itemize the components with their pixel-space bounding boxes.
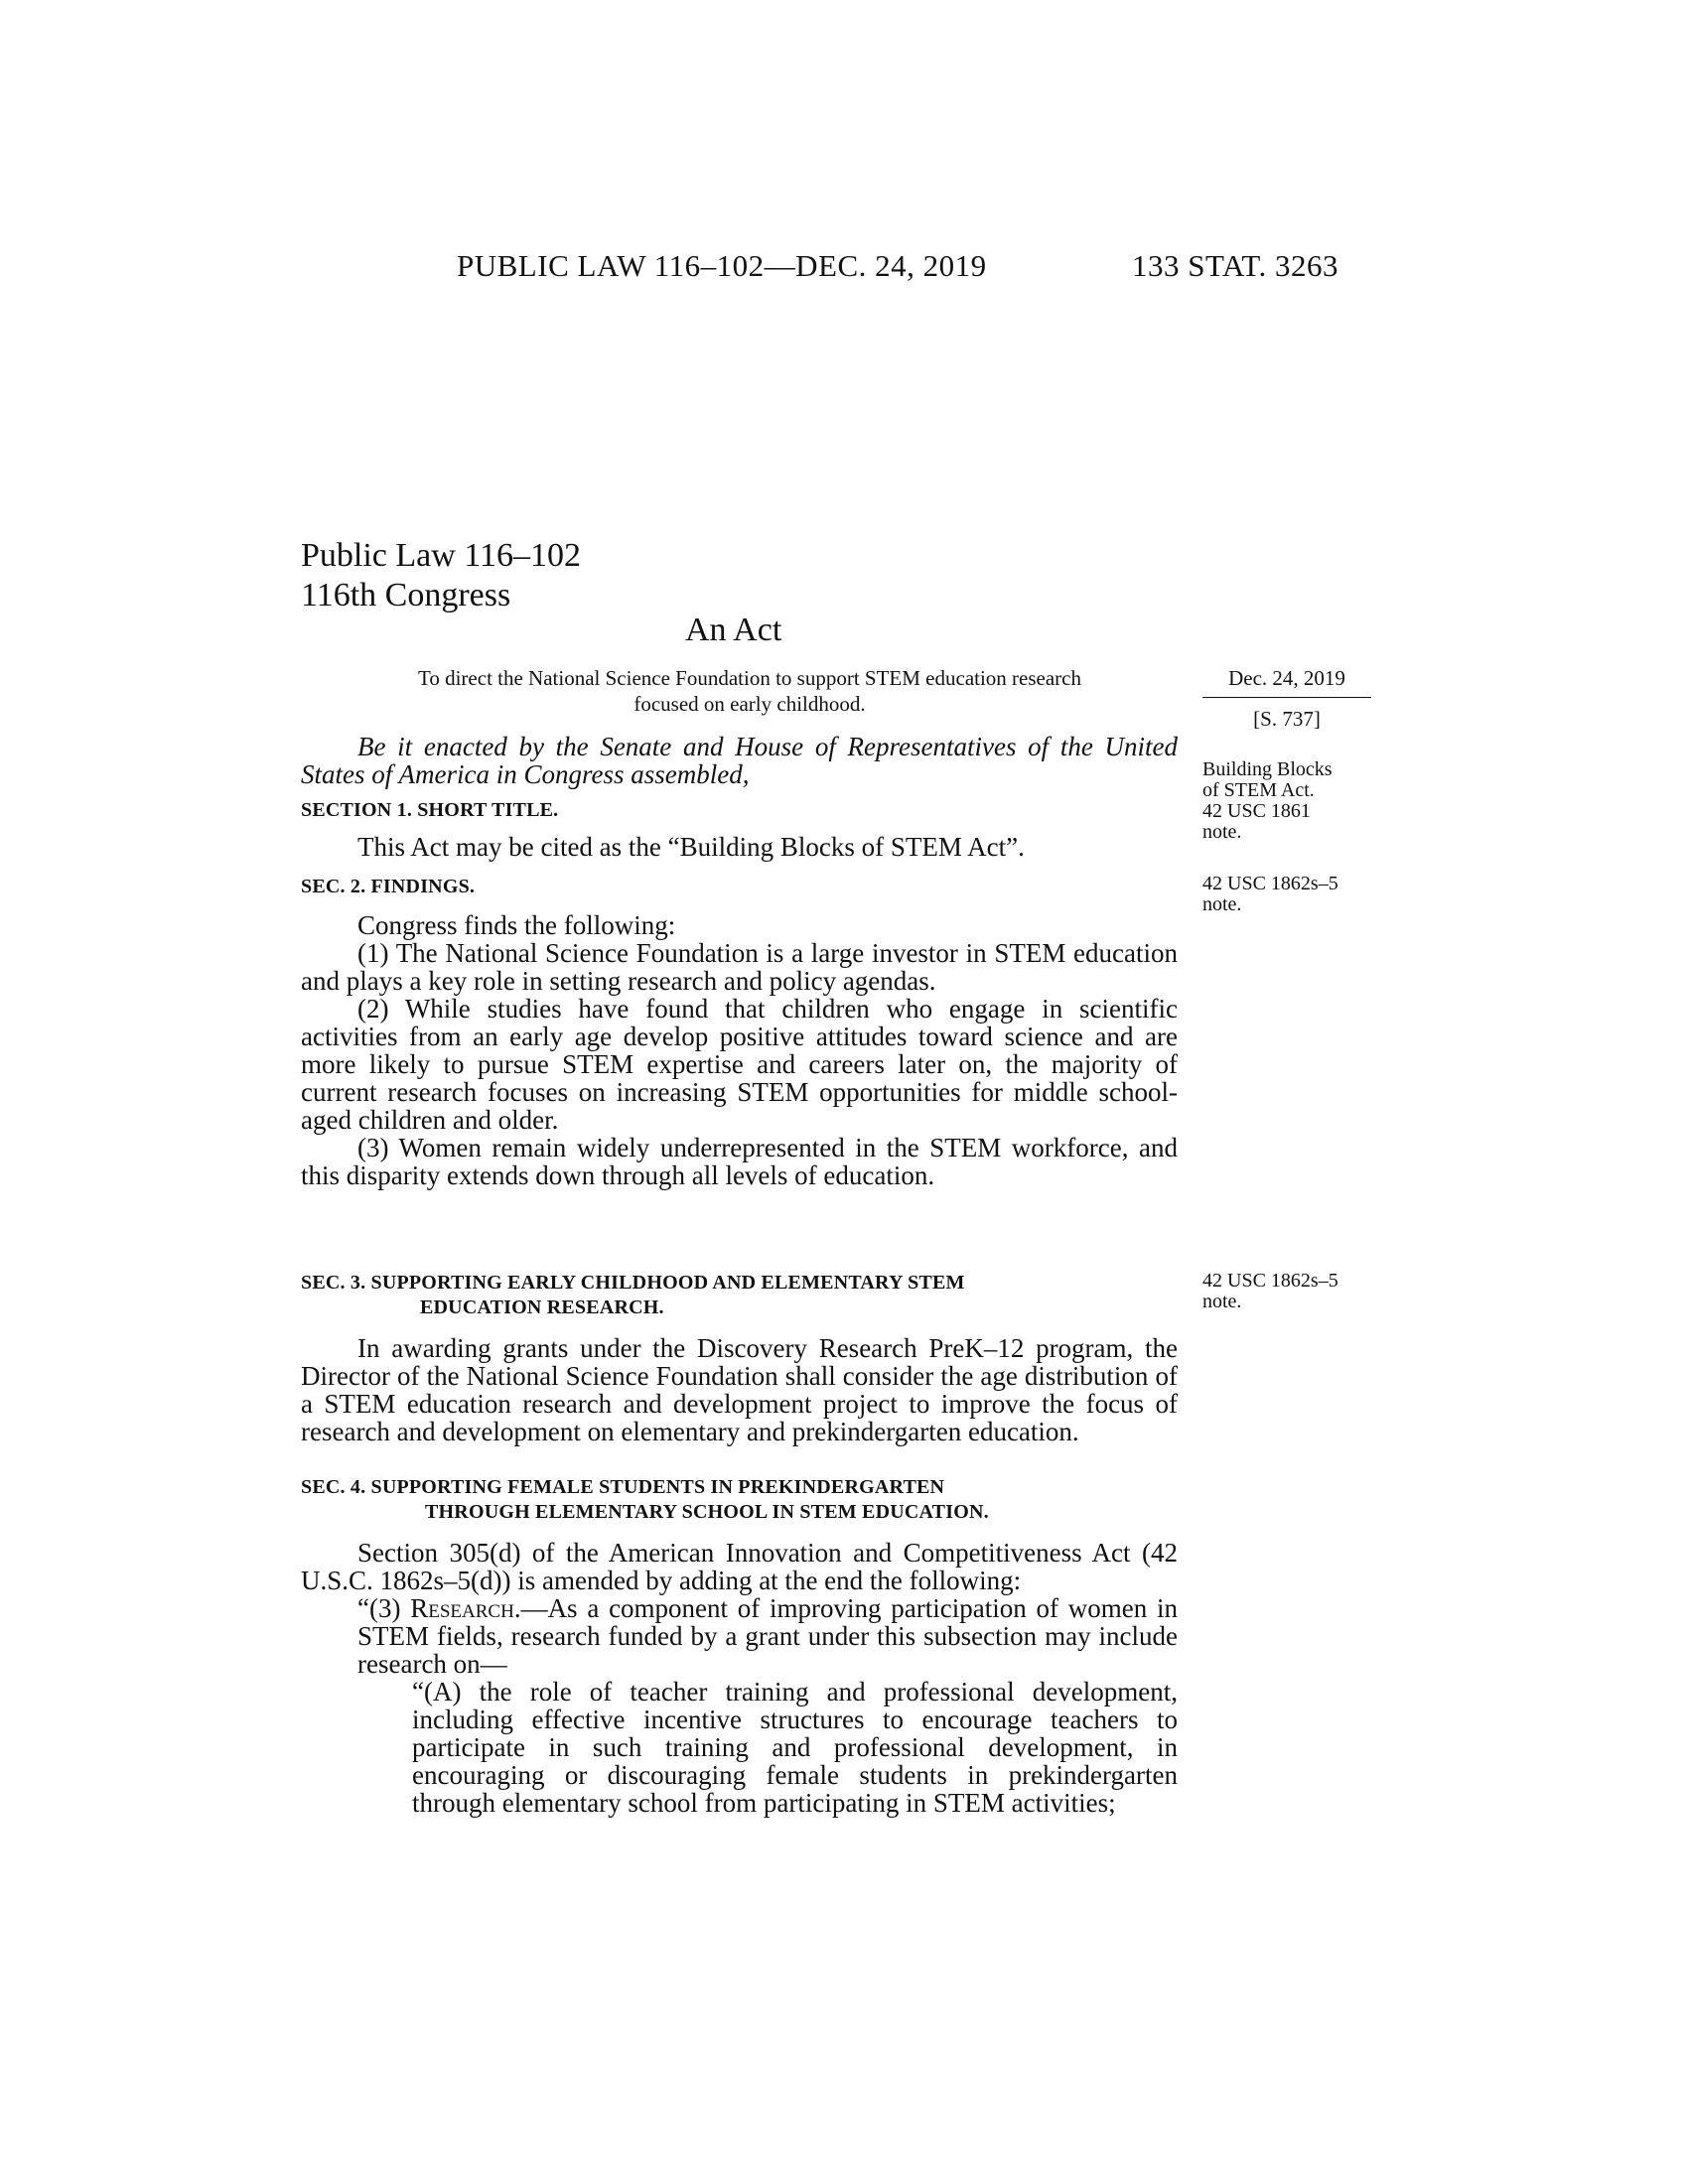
section-4 bbox=[301, 1475, 1178, 1817]
purpose-statement bbox=[318, 665, 1182, 717]
enacting-clause: Be it enacted by the Senate and House of Representatives of the United States of America in Congress assembled, bbox=[301, 732, 1178, 789]
stat-page-number: 133 STAT. 3263 bbox=[1132, 248, 1339, 283]
section-4-text: Section 305(d) of the American Innovation and Competitiveness Act (42 U.S.C. 1862s–5(d)) is amended by adding at the end the following: bbox=[301, 1538, 1178, 1595]
act-heading: An Act bbox=[685, 612, 782, 648]
body-top bbox=[301, 733, 1178, 1189]
margin-note-3-line-1: 42 USC 1862s–5 bbox=[1202, 1270, 1338, 1292]
paragraph-3-lead: “(3) bbox=[357, 1593, 411, 1623]
section-3 bbox=[301, 1271, 1178, 1445]
margin-note-2-line-2: note. bbox=[1202, 893, 1242, 915]
margin-date-block bbox=[1202, 665, 1371, 732]
section-3-text: In awarding grants under the Discovery Research PreK–12 program, the Director of the National Science Foundation shall consider the age distribution of a STEM education research and development project to improve the focus of research and development on elementary and prekindergarten education. bbox=[301, 1333, 1178, 1446]
section-2-intro: Congress finds the following: bbox=[357, 910, 676, 940]
section-3-heading-line-2: EDUCATION RESEARCH. bbox=[420, 1297, 664, 1318]
section-3-heading-line-1: SEC. 3. SUPPORTING EARLY CHILDHOOD AND ELEMENTARY STEM bbox=[301, 1272, 965, 1294]
section-4-heading-line-2: THROUGH ELEMENTARY SCHOOL IN STEM EDUCATION. bbox=[425, 1501, 989, 1523]
congress-number: 116th Congress bbox=[301, 577, 511, 614]
purpose-line-2: focused on early childhood. bbox=[633, 692, 866, 716]
purpose-line-1: To direct the National Science Foundation to support STEM education research bbox=[417, 666, 1081, 690]
law-title-block bbox=[301, 536, 581, 615]
running-head: PUBLIC LAW 116–102—DEC. 24, 2019 bbox=[457, 248, 987, 283]
enactment-date: Dec. 24, 2019 bbox=[1202, 665, 1371, 698]
law-number: Public Law 116–102 bbox=[301, 537, 582, 574]
margin-note-short-title bbox=[1202, 759, 1376, 843]
margin-note-section-3 bbox=[1202, 1271, 1376, 1312]
section-1-heading: SECTION 1. SHORT TITLE. bbox=[301, 799, 559, 821]
margin-note-2-line-1: 42 USC 1862s–5 bbox=[1202, 873, 1338, 894]
paragraph-3 bbox=[301, 1594, 1178, 1678]
finding-3: (3) Women remain widely underrepresented in the STEM workforce, and this disparity extends down through all levels of education. bbox=[301, 1133, 1178, 1190]
section-4-heading-line-1: SEC. 4. SUPPORTING FEMALE STUDENTS IN PREKINDERGARTEN bbox=[301, 1476, 945, 1498]
margin-note-1-line-4: note. bbox=[1202, 821, 1242, 843]
section-4-heading bbox=[301, 1475, 1178, 1525]
margin-note-1-line-3: 42 USC 1861 bbox=[1202, 800, 1311, 822]
margin-note-1-line-2: of STEM Act. bbox=[1202, 779, 1315, 801]
section-2-heading: SEC. 2. FINDINGS. bbox=[301, 876, 476, 897]
finding-1: (1) The National Science Foundation is a large investor in STEM education and plays a key role in setting research and policy agendas. bbox=[301, 938, 1178, 996]
finding-2: (2) While studies have found that children who engage in scientific activities from an early age develop positive attitudes toward science and are more likely to pursue STEM expertise and careers later on, the majority of current research focuses on increasing STEM opportunities for middle school-aged children and older. bbox=[301, 994, 1178, 1135]
bill-number: [S. 737] bbox=[1253, 707, 1321, 731]
section-3-heading bbox=[301, 1271, 1178, 1320]
paragraph-3-caption: Research bbox=[410, 1593, 514, 1623]
section-1-text: This Act may be cited as the “Building Blocks of STEM Act”. bbox=[357, 832, 1025, 862]
margin-note-findings bbox=[1202, 874, 1376, 915]
margin-note-1-line-1: Building Blocks bbox=[1202, 758, 1333, 780]
margin-note-3-line-2: note. bbox=[1202, 1291, 1242, 1312]
paragraph-3-text: .—As a component of improving participation of women in STEM fields, research funded by a grant under this subsection may include research on— bbox=[357, 1593, 1179, 1679]
subparagraph-a: “(A) the role of teacher training and professional development, including effective incentive structures to encourage teachers to participate in such training and professional development, in encouraging or discouraging female students in prekindergarten through elementary school from participating in STEM activities; bbox=[412, 1677, 1178, 1818]
